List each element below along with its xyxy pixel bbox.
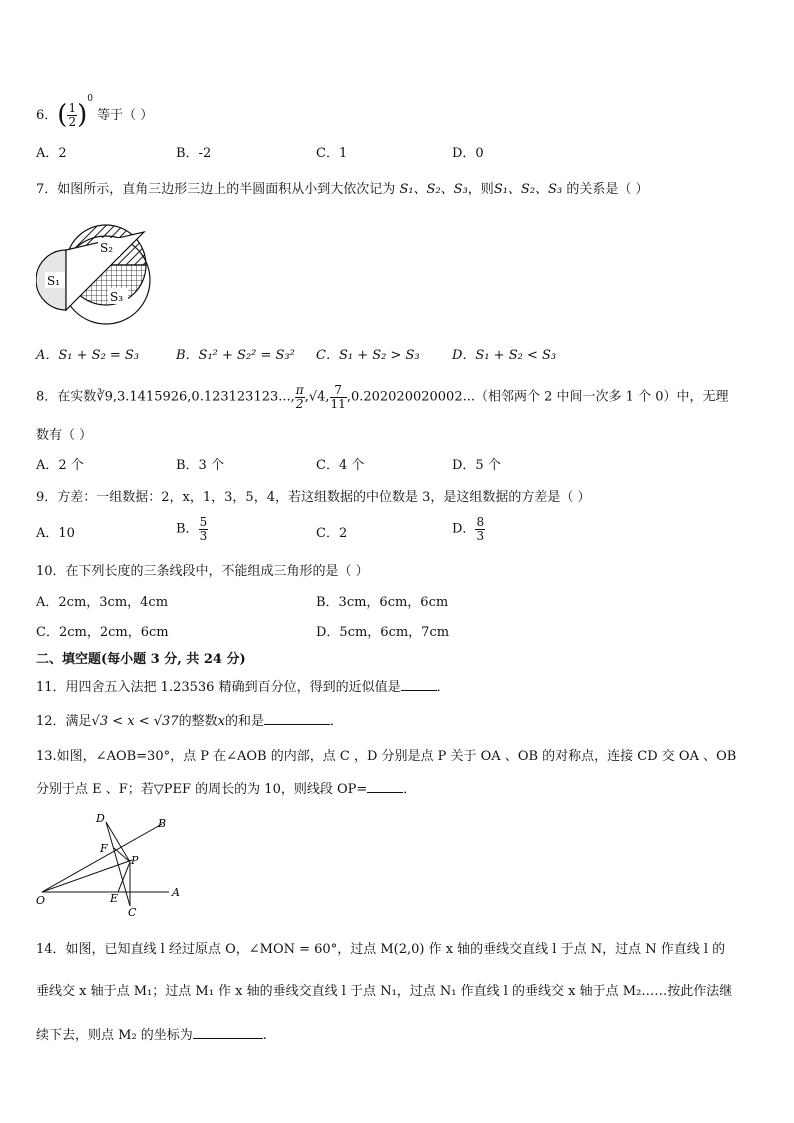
q13-angle-figure <box>34 810 194 922</box>
q10-option-a[interactable]: A．2cm，3cm，4cm <box>36 595 169 610</box>
q8-option-b[interactable]: B．3 个 <box>176 458 224 473</box>
question-14-line3: 续下去，则点 M₂ 的坐标为 . <box>36 1028 267 1043</box>
q8-sqrt4: √4 <box>308 389 326 405</box>
question-14-line1: 14．如图，已知直线 l 经过原点 O，∠MON = 60°，过点 M(2,0) 作 x 轴的垂线交直线 l 于点 N，过点 N 作直线 l 的 <box>36 942 726 957</box>
question-9: 9．方差：一组数据：2，x，1，3，5，4，若这组数据的中位数是 3，是这组数据的方差是（ ） <box>36 490 591 505</box>
s1-label: S₁ <box>47 274 61 288</box>
q8-option-a[interactable]: A．2 个 <box>36 458 84 473</box>
question-12: 12．满足√3 < x < √37的整数x的和是 ． <box>36 714 343 729</box>
q13-answer-blank[interactable] <box>367 780 403 793</box>
q10-option-d[interactable]: D．5cm，6cm，7cm <box>316 625 450 640</box>
question-11: 11．用四舍五入法把 1.23536 精确到百分位，得到的近似值是 ． <box>36 680 450 695</box>
section-2-heading: 二、填空题(每小题 3 分, 共 24 分) <box>36 652 246 667</box>
q6-option-b[interactable]: B．-2 <box>176 146 212 161</box>
q9-option-c[interactable]: C．2 <box>316 526 348 541</box>
q8-line2: 数有（ ） <box>36 428 93 443</box>
label-a: A <box>172 886 180 899</box>
q6-exponent: 0 <box>87 94 93 104</box>
q8-option-c[interactable]: C．4 个 <box>316 458 365 473</box>
q11-answer-blank[interactable] <box>401 678 437 691</box>
q8-option-d[interactable]: D．5 个 <box>452 458 501 473</box>
label-o: O <box>36 894 46 907</box>
q8-cbrt: ∛9 <box>96 389 113 405</box>
question-6: 6．( $\frac{1}{2}$ )$^0$ 等于（ ） <box>36 94 154 130</box>
question-13-line2: 分别于点 E 、F；若▽PEF 的周长的为 10，则线段 OP= ． <box>36 782 417 797</box>
q9-option-d[interactable]: D． $\frac{8}{3}$ <box>452 515 485 543</box>
q7-s-list-2: S₁、S₂、S₃ <box>493 182 563 197</box>
q14-answer-blank[interactable] <box>193 1026 263 1039</box>
s2-label: S₂ <box>100 241 114 255</box>
q7-option-a[interactable]: A．S₁ + S₂ = S₃ <box>36 348 140 363</box>
question-8: 8．在实数∛9,3.1415926,0.123123123..., $\frac{\pi}{2}$ ,√4, $\frac{7}{11}$ ,0.202020020002...（相邻两个 2 中间一次多 1 个 0）中，无理 <box>36 383 729 411</box>
question-13-line1: 13.如图，∠AOB=30°，点 P 在∠AOB 的内部，点 C ，D 分别是点 P 关于 OA 、OB 的对称点，连接 CD 交 OA 、OB <box>36 749 737 764</box>
label-e: E <box>110 892 119 905</box>
q7-s-list-1: S₁、S₂、S₃ <box>399 182 468 197</box>
question-14-line2: 垂线交 x 轴于点 M₁；过点 M₁ 作 x 轴的垂线交直线 l 于点 N₁，过点 N₁ 作直线 l 的垂线交 x 轴于点 M₂……按此作法继 <box>36 984 733 999</box>
q7-option-c[interactable]: C．S₁ + S₂ > S₃ <box>316 348 420 363</box>
q6-option-c[interactable]: C．1 <box>316 146 348 161</box>
q6-option-a[interactable]: A．2 <box>36 146 67 161</box>
label-p: P <box>131 854 139 867</box>
question-10: 10．在下列长度的三条线段中，不能组成三角形的是（ ） <box>36 564 369 579</box>
q8-seven-elevenths: $\frac{7}{11}$ <box>330 383 346 411</box>
q10-option-b[interactable]: B．3cm，6cm，6cm <box>316 595 449 610</box>
q12-answer-blank[interactable] <box>264 712 330 725</box>
q9-option-a[interactable]: A．10 <box>36 526 75 541</box>
s3-label: S₃ <box>110 290 124 304</box>
label-f: F <box>100 842 108 855</box>
label-d: D <box>96 812 105 825</box>
q7-option-b[interactable]: B．S₁² + S₂² = S₃² <box>176 348 295 363</box>
question-7: 7．如图所示，直角三边形三边上的半圆面积从小到大依次记为 S₁、S₂、S₃，则S₁、S₂、S₃ 的关系是（ ） <box>36 182 649 197</box>
q10-option-c[interactable]: C．2cm，2cm，6cm <box>36 625 169 640</box>
q12-inequality: √3 < x < √37 <box>91 714 179 729</box>
q6-text: 等于（ ） <box>97 108 154 123</box>
q9-option-b[interactable]: B． $\frac{5}{3}$ <box>176 515 208 543</box>
label-b: B <box>158 817 167 830</box>
q6-fraction: $\frac{1}{2}$ <box>68 101 77 129</box>
label-c: C <box>128 906 137 919</box>
q6-number: 6． <box>36 108 58 123</box>
q7-semicircle-figure <box>36 210 156 336</box>
q7-option-d[interactable]: D．S₁ + S₂ < S₃ <box>452 348 557 363</box>
q6-option-d[interactable]: D．0 <box>452 146 484 161</box>
q8-pi-fraction: $\frac{\pi}{2}$ <box>295 383 304 411</box>
